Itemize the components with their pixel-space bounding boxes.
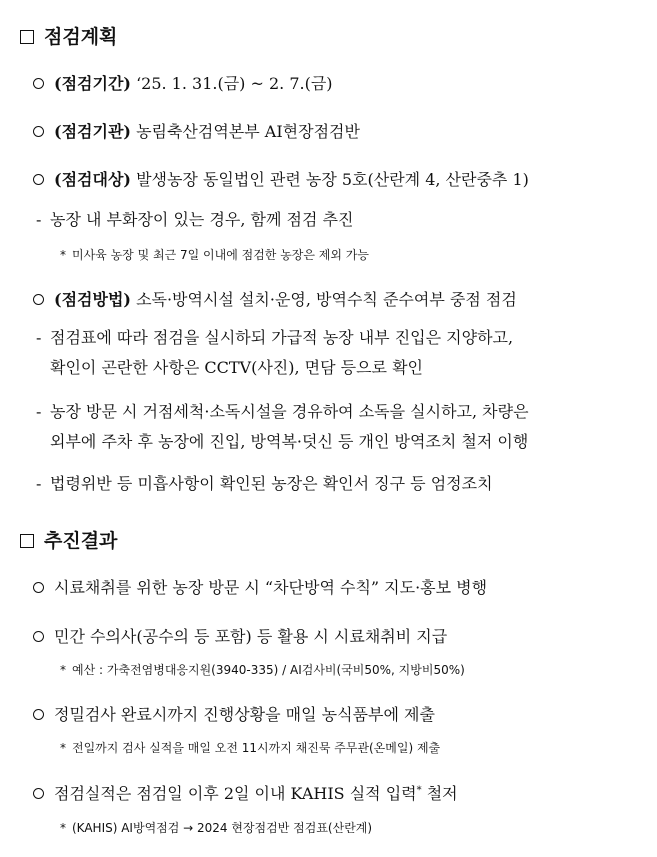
note-text: 미사육 농장 및 최근 7일 이내에 점검한 농장은 제외 가능 — [72, 248, 369, 262]
item-value: ‘25. 1. 31.(금) ~ 2. 7.(금) — [136, 74, 333, 93]
circle-bullet-icon — [33, 126, 44, 137]
result-item-1 — [33, 575, 487, 598]
result-item-3 — [33, 702, 435, 725]
item-text: 민간 수의사(공수의 등 포함) 등 활용 시 시료채취비 지급 — [54, 627, 448, 646]
sub-text: 점검표에 따라 점검을 실시하되 가급적 농장 내부 진입은 지양하고, — [50, 328, 514, 347]
item-value: 소독·방역시설 설치·운영, 방역수칙 준수여부 중점 점검 — [136, 290, 517, 309]
plan-target-sub — [36, 207, 353, 230]
plan-method-sub1 — [36, 325, 513, 348]
circle-bullet-icon — [33, 174, 44, 185]
plan-method — [33, 287, 517, 310]
sub-text: 농장 내 부화장이 있는 경우, 함께 점검 추진 — [50, 210, 354, 229]
item-text-tail: 철저 — [421, 784, 458, 803]
result-item-4-note — [60, 819, 372, 836]
plan-method-sub1-cont — [50, 355, 423, 378]
dash-marker: - — [36, 328, 42, 347]
item-label: (점검대상) — [54, 170, 131, 189]
dash-marker: - — [36, 474, 42, 493]
note-text: 전일까지 검사 실적을 매일 오전 11시까지 채진묵 주무관(온메일) 제출 — [72, 741, 441, 755]
plan-agency — [33, 119, 360, 142]
circle-bullet-icon — [33, 582, 44, 593]
footnote-mark: * — [416, 785, 422, 796]
sub-text: 농장 방문 시 거점세척·소독시설을 경유하여 소독을 실시하고, 차량은 — [50, 402, 529, 421]
item-text: 시료채취를 위한 농장 방문 시 “차단방역 수칙” 지도·홍보 병행 — [54, 578, 488, 597]
item-value: 농림축산검역본부 AI현장점검반 — [136, 122, 360, 141]
note-marker: * — [60, 741, 66, 755]
square-bullet-icon — [20, 534, 34, 548]
item-text: 점검실적은 점검일 이후 2일 이내 KAHIS 실적 입력 — [54, 784, 417, 803]
circle-bullet-icon — [33, 709, 44, 720]
note-marker: * — [60, 821, 66, 835]
plan-target-note — [60, 246, 369, 263]
note-text: 예산 : 가축전염병대응지원(3940-335) / AI검사비(국비50%, 지방비50%) — [72, 663, 465, 677]
sub-text: 확인이 곤란한 사항은 CCTV(사진), 면담 등으로 확인 — [50, 358, 424, 377]
circle-bullet-icon — [33, 294, 44, 305]
item-label: (점검방법) — [54, 290, 131, 309]
note-text: (KAHIS) AI방역점검 → 2024 현장점검반 점검표(산란계) — [72, 821, 373, 835]
item-text: 정밀검사 완료시까지 진행상황을 매일 농식품부에 제출 — [54, 705, 435, 724]
result-item-3-note — [60, 739, 440, 756]
result-item-4 — [33, 781, 458, 804]
note-marker: * — [60, 248, 66, 262]
circle-bullet-icon — [33, 631, 44, 642]
sub-text: 법령위반 등 미흡사항이 확인된 농장은 확인서 징구 등 엄정조치 — [50, 474, 493, 493]
plan-method-sub2 — [36, 399, 529, 422]
circle-bullet-icon — [33, 78, 44, 89]
section-heading-result — [20, 526, 117, 553]
circle-bullet-icon — [33, 788, 44, 799]
dash-marker: - — [36, 210, 42, 229]
dash-marker: - — [36, 402, 42, 421]
square-bullet-icon — [20, 30, 34, 44]
note-marker: * — [60, 663, 66, 677]
section-title: 추진결과 — [44, 530, 118, 552]
item-label: (점검기간) — [54, 74, 131, 93]
plan-method-sub2-cont — [50, 429, 528, 452]
plan-target — [33, 167, 529, 190]
item-value: 발생농장 동일법인 관련 농장 5호(산란계 4, 산란중추 1) — [136, 170, 529, 189]
result-item-2 — [33, 624, 447, 647]
section-title: 점검계획 — [44, 26, 118, 48]
plan-period — [33, 71, 333, 94]
item-label: (점검기관) — [54, 122, 131, 141]
section-heading-plan — [20, 22, 117, 49]
result-item-2-note — [60, 661, 465, 678]
plan-method-sub3 — [36, 471, 493, 494]
sub-text: 외부에 주차 후 농장에 진입, 방역복·덧신 등 개인 방역조치 철저 이행 — [50, 432, 529, 451]
